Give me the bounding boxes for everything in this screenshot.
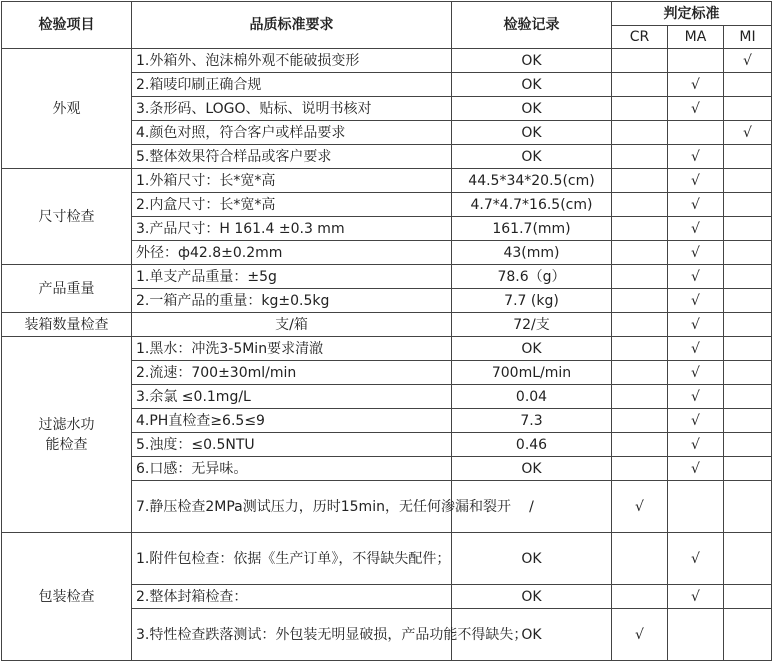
- mark-mi: [724, 361, 772, 385]
- mark-cr: [612, 217, 668, 241]
- record-cell: OK: [452, 145, 612, 169]
- mark-cr: [612, 337, 668, 361]
- mark-cr: [612, 409, 668, 433]
- mark-cr: [612, 145, 668, 169]
- mark-ma: √: [668, 265, 724, 289]
- mark-mi: [724, 313, 772, 337]
- mark-ma: √: [668, 361, 724, 385]
- record-cell: OK: [452, 337, 612, 361]
- mark-cr: [612, 121, 668, 145]
- mark-ma: √: [668, 385, 724, 409]
- mark-mi: [724, 289, 772, 313]
- mark-ma: [668, 121, 724, 145]
- mark-cr: [612, 533, 668, 585]
- table-row: [2, 313, 772, 337]
- requirement-cell: 4.PH直检查≥6.5≤9: [132, 409, 452, 433]
- record-cell: /: [452, 481, 612, 533]
- mark-mi: [724, 145, 772, 169]
- requirement-cell: 1.外箱外、泡沫棉外观不能破损变形: [132, 49, 452, 73]
- mark-ma: √: [668, 145, 724, 169]
- mark-mi: [724, 533, 772, 585]
- mark-ma: √: [668, 533, 724, 585]
- requirement-cell: 2.整体封箱检查：: [132, 585, 452, 609]
- requirement-cell: 1.外箱尺寸：长*宽*高: [132, 169, 452, 193]
- mark-mi: [724, 337, 772, 361]
- record-cell: OK: [452, 73, 612, 97]
- mark-cr: √: [612, 481, 668, 533]
- record-cell: OK: [452, 585, 612, 609]
- requirement-cell: 5.浊度：≤0.5NTU: [132, 433, 452, 457]
- mark-ma: √: [668, 169, 724, 193]
- mark-mi: [724, 169, 772, 193]
- inspection-table: [1, 1, 772, 661]
- requirement-cell: 3.条形码、LOGO、贴标、说明书核对: [132, 97, 452, 121]
- mark-ma: [668, 609, 724, 661]
- header-judge: 判定标准: [612, 2, 772, 26]
- requirement-cell: 外径：ф42.8±0.2mm: [132, 241, 452, 265]
- mark-ma: √: [668, 313, 724, 337]
- requirement-cell: 支/箱: [132, 313, 452, 337]
- requirement-cell: 2.一箱产品的重量：kg±0.5kg: [132, 289, 452, 313]
- mark-mi: [724, 457, 772, 481]
- mark-cr: [612, 289, 668, 313]
- record-cell: 7.3: [452, 409, 612, 433]
- mark-mi: [724, 609, 772, 661]
- requirement-cell: 7.静压检查2MPa测试压力，历时15min，无任何渗漏和裂开: [132, 481, 452, 533]
- record-cell: 7.7 (kg): [452, 289, 612, 313]
- mark-cr: [612, 241, 668, 265]
- record-cell: OK: [452, 457, 612, 481]
- requirement-cell: 6.口感：无异味。: [132, 457, 452, 481]
- category-filter-line2: 能检查: [45, 436, 88, 453]
- table-row: [2, 169, 772, 193]
- category-filter: [2, 337, 132, 533]
- requirement-cell: 2.箱唛印刷正确合规: [132, 73, 452, 97]
- header-item: 检验项目: [2, 2, 132, 49]
- table-row: [2, 337, 772, 361]
- mark-cr: [612, 585, 668, 609]
- table-row: [2, 49, 772, 73]
- mark-mi: [724, 433, 772, 457]
- category-weight: 产品重量: [2, 265, 132, 313]
- header-record: 检验记录: [452, 2, 612, 49]
- mark-cr: √: [612, 609, 668, 661]
- mark-ma: √: [668, 217, 724, 241]
- header-requirement: 品质标准要求: [132, 2, 452, 49]
- mark-ma: √: [668, 433, 724, 457]
- table-row: [2, 265, 772, 289]
- header-mi: MI: [724, 26, 772, 49]
- mark-ma: √: [668, 241, 724, 265]
- requirement-cell: 4.颜色对照，符合客户或样品要求: [132, 121, 452, 145]
- mark-mi: [724, 241, 772, 265]
- category-size: 尺寸检查: [2, 169, 132, 265]
- mark-cr: [612, 193, 668, 217]
- mark-ma: [668, 481, 724, 533]
- requirement-cell: 3.特性检查跌落测试：外包装无明显破损，产品功能不得缺失；: [132, 609, 452, 661]
- requirement-cell: 3.余氯 ≤0.1mg/L: [132, 385, 452, 409]
- category-packing-qty: 装箱数量检查: [2, 313, 132, 337]
- mark-cr: [612, 385, 668, 409]
- header-ma: MA: [668, 26, 724, 49]
- record-cell: 161.7(mm): [452, 217, 612, 241]
- requirement-cell: 1.黑水：冲洗3-5Min要求清澈: [132, 337, 452, 361]
- record-cell: OK: [452, 97, 612, 121]
- mark-mi: [724, 409, 772, 433]
- mark-cr: [612, 49, 668, 73]
- mark-ma: √: [668, 73, 724, 97]
- mark-cr: [612, 169, 668, 193]
- record-cell: 0.46: [452, 433, 612, 457]
- mark-mi: √: [724, 121, 772, 145]
- mark-mi: [724, 97, 772, 121]
- category-packaging: 包装检查: [2, 533, 132, 661]
- mark-ma: √: [668, 193, 724, 217]
- mark-cr: [612, 457, 668, 481]
- requirement-cell: 1.单支产品重量：±5g: [132, 265, 452, 289]
- mark-cr: [612, 433, 668, 457]
- record-cell: 0.04: [452, 385, 612, 409]
- mark-mi: [724, 73, 772, 97]
- mark-cr: [612, 97, 668, 121]
- record-cell: OK: [452, 609, 612, 661]
- mark-mi: [724, 385, 772, 409]
- requirement-cell: 2.流速：700±30ml/min: [132, 361, 452, 385]
- mark-ma: [668, 49, 724, 73]
- mark-ma: √: [668, 409, 724, 433]
- mark-ma: √: [668, 289, 724, 313]
- category-filter-line1: 过滤水功: [38, 416, 95, 433]
- record-cell: 44.5*34*20.5(cm): [452, 169, 612, 193]
- table-row: [2, 533, 772, 585]
- mark-ma: √: [668, 457, 724, 481]
- requirement-cell: 1.附件包检查：依据《生产订单》，不得缺失配件；: [132, 533, 452, 585]
- record-cell: 43(mm): [452, 241, 612, 265]
- mark-mi: [724, 265, 772, 289]
- requirement-cell: 3.产品尺寸：H 161.4 ±0.3 mm: [132, 217, 452, 241]
- mark-mi: [724, 585, 772, 609]
- mark-cr: [612, 265, 668, 289]
- mark-mi: [724, 217, 772, 241]
- header-cr: CR: [612, 26, 668, 49]
- record-cell: 700mL/min: [452, 361, 612, 385]
- record-cell: OK: [452, 49, 612, 73]
- mark-ma: √: [668, 585, 724, 609]
- mark-ma: √: [668, 97, 724, 121]
- mark-mi: [724, 193, 772, 217]
- record-cell: OK: [452, 533, 612, 585]
- mark-cr: [612, 361, 668, 385]
- category-appearance: 外观: [2, 49, 132, 169]
- requirement-cell: 2.内盒尺寸：长*宽*高: [132, 193, 452, 217]
- mark-cr: [612, 73, 668, 97]
- mark-cr: [612, 313, 668, 337]
- record-cell: 78.6（g）: [452, 265, 612, 289]
- mark-mi: √: [724, 49, 772, 73]
- mark-ma: √: [668, 337, 724, 361]
- record-cell: 4.7*4.7*16.5(cm): [452, 193, 612, 217]
- mark-mi: [724, 481, 772, 533]
- requirement-cell: 5.整体效果符合样品或客户要求: [132, 145, 452, 169]
- record-cell: 72/支: [452, 313, 612, 337]
- record-cell: OK: [452, 121, 612, 145]
